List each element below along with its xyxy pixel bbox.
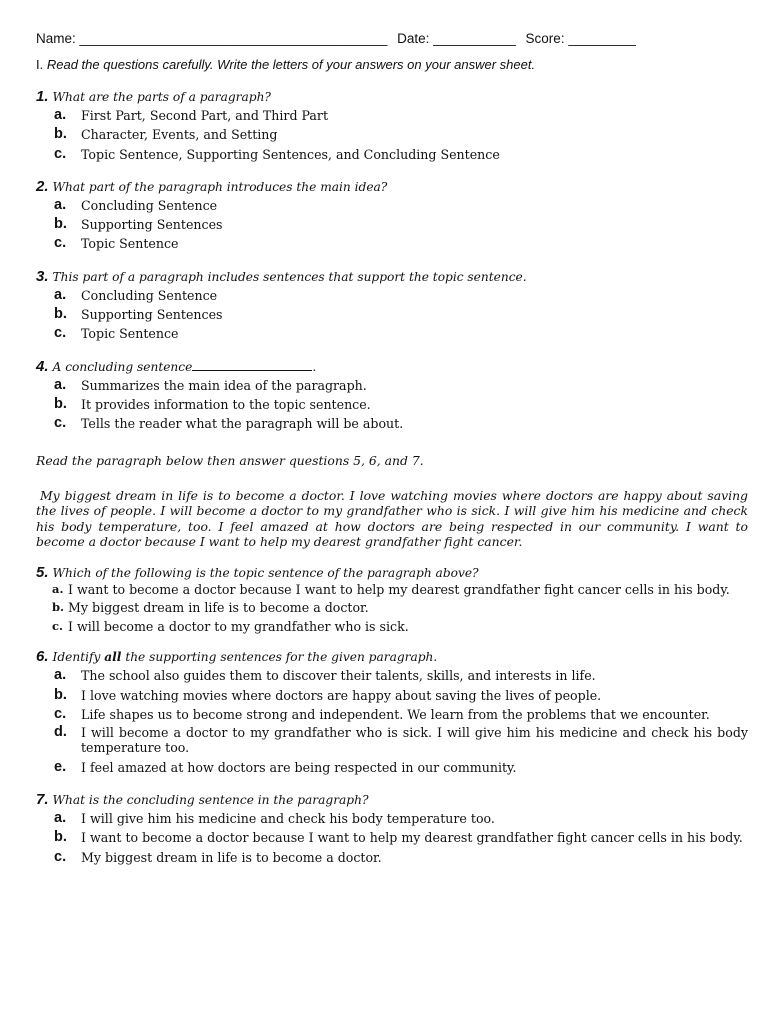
question-6 bbox=[36, 648, 748, 776]
worksheet bbox=[36, 30, 748, 867]
option-letter: a. bbox=[54, 107, 67, 123]
option-c bbox=[54, 145, 748, 164]
option-b bbox=[52, 600, 748, 616]
option-a bbox=[52, 582, 748, 598]
option-letter: c. bbox=[54, 706, 67, 723]
option-text: Life shapes us to become strong and independent. We learn from the problems that we encounter. bbox=[81, 707, 710, 723]
option-letter: a. bbox=[54, 809, 67, 826]
option-a bbox=[54, 106, 748, 125]
question-text: Identify bbox=[52, 650, 101, 665]
header bbox=[36, 30, 748, 48]
option-text: I love watching movies where doctors are happy about saving the lives of people. bbox=[81, 687, 602, 703]
option-text: I will give him his medicine and check his body temperature too. bbox=[81, 810, 495, 826]
question-prompt bbox=[36, 358, 748, 376]
question-text-end: the supporting sentences for the given paragraph. bbox=[125, 650, 438, 665]
option-text: Summarizes the main idea of the paragraph. bbox=[81, 377, 367, 393]
option-a bbox=[54, 666, 748, 685]
option-letter: b. bbox=[54, 395, 67, 412]
question-prompt bbox=[36, 791, 748, 809]
options bbox=[54, 376, 748, 434]
option-letter: b. bbox=[54, 686, 67, 703]
question-text: Which of the following is the topic sentence of the paragraph above? bbox=[52, 565, 479, 580]
option-letter: b. bbox=[54, 126, 67, 143]
option-text: Topic Sentence, Supporting Sentences, and Concluding Sentence bbox=[81, 146, 500, 162]
question-4 bbox=[36, 358, 748, 434]
reading-paragraph: My biggest dream in life is to become a doctor. I love watching movies where doctors are happy about saving the lives of people. I will become a doctor to my grandfather who is sick. I will give him his medicine and check his body temperature, too. I feel amazed at how doctors are being respected in our community. I want to become a doctor because I want to help my dearest grandfather fight cancer. bbox=[36, 487, 748, 550]
option-a bbox=[54, 196, 748, 215]
option-letter: a. bbox=[52, 581, 64, 596]
option-b bbox=[54, 215, 748, 234]
answer-blank bbox=[192, 358, 312, 371]
options bbox=[54, 196, 748, 254]
option-letter: e. bbox=[54, 758, 67, 775]
option-b bbox=[54, 686, 748, 705]
options bbox=[54, 666, 748, 776]
option-text: Supporting Sentences bbox=[81, 217, 223, 233]
question-number: 7. bbox=[36, 790, 49, 808]
option-c bbox=[54, 324, 748, 343]
option-text: I will become a doctor to my grandfather who is sick. bbox=[68, 618, 409, 634]
date-label: Date: bbox=[397, 31, 430, 46]
question-text: A concluding sentence bbox=[52, 359, 193, 374]
option-letter: c. bbox=[52, 618, 64, 633]
question-number: 2. bbox=[36, 177, 49, 195]
option-text: Character, Events, and Setting bbox=[81, 127, 278, 143]
question-5 bbox=[36, 564, 748, 635]
option-c bbox=[52, 619, 748, 635]
question-number: 1. bbox=[36, 88, 49, 105]
option-letter: c. bbox=[54, 145, 67, 162]
option-text: The school also guides them to discover their talents, skills, and interests in life. bbox=[81, 668, 596, 684]
score-label: Score: bbox=[525, 31, 565, 46]
option-c bbox=[54, 848, 748, 867]
instruction-text: Read the questions carefully. Write the letters of your answers on your answer sheet. bbox=[46, 57, 536, 72]
question-text: This part of a paragraph includes sentences that support the topic sentence. bbox=[52, 269, 527, 284]
options bbox=[54, 106, 748, 164]
option-letter: c. bbox=[54, 325, 67, 342]
option-text: I feel amazed at how doctors are being respected in our community. bbox=[81, 759, 517, 775]
option-letter: d. bbox=[54, 723, 67, 740]
option-letter: b. bbox=[54, 216, 67, 233]
name-blank: _________________________________________ bbox=[79, 31, 388, 46]
option-letter: a. bbox=[54, 376, 67, 393]
option-text: Tells the reader what the paragraph will be about. bbox=[81, 416, 404, 432]
option-a bbox=[54, 376, 748, 395]
option-b bbox=[54, 305, 748, 324]
options bbox=[54, 286, 748, 344]
question-number: 6. bbox=[36, 648, 49, 666]
question-2 bbox=[36, 178, 748, 254]
question-3 bbox=[36, 268, 748, 344]
option-b bbox=[54, 830, 748, 846]
instruction-number: I. bbox=[36, 57, 44, 72]
question-prompt bbox=[36, 268, 748, 286]
option-text: Topic Sentence bbox=[81, 326, 179, 342]
question-7 bbox=[36, 791, 748, 867]
question-prompt bbox=[36, 178, 748, 196]
option-text: Topic Sentence bbox=[81, 236, 179, 252]
option-text: I want to become a doctor because I want to help my dearest grandfather fight cancer cells in his body. bbox=[68, 581, 730, 597]
option-letter: b. bbox=[54, 829, 67, 846]
option-text: Concluding Sentence bbox=[81, 287, 218, 303]
question-text: What is the concluding sentence in the paragraph? bbox=[52, 792, 369, 807]
question-prompt bbox=[36, 564, 748, 582]
option-letter: c. bbox=[54, 848, 67, 865]
option-letter: a. bbox=[54, 286, 67, 303]
option-letter: c. bbox=[54, 415, 67, 432]
option-e bbox=[54, 758, 748, 777]
option-d bbox=[54, 725, 748, 756]
question-prompt bbox=[36, 88, 748, 106]
option-c bbox=[54, 234, 748, 253]
option-b bbox=[54, 125, 748, 144]
question-number: 3. bbox=[36, 267, 49, 285]
question-number: 4. bbox=[36, 357, 49, 375]
option-letter: c. bbox=[54, 235, 67, 252]
options bbox=[54, 809, 748, 867]
option-letter: b. bbox=[54, 306, 67, 323]
question-number: 5. bbox=[36, 563, 49, 581]
option-text: It provides information to the topic sentence. bbox=[81, 396, 371, 412]
name-label: Name: bbox=[36, 31, 76, 46]
options bbox=[52, 582, 748, 635]
option-text: I will become a doctor to my grandfather who is sick. I will give him his medicine and check his body temperature too. bbox=[81, 724, 748, 756]
option-text: Concluding Sentence bbox=[81, 197, 218, 213]
option-text: I want to become a doctor because I want to help my dearest grandfather fight cancer cells in his body. bbox=[81, 830, 743, 846]
option-letter: a. bbox=[54, 667, 67, 684]
question-text-end: . bbox=[312, 359, 317, 374]
instruction bbox=[36, 56, 748, 74]
option-a bbox=[54, 809, 748, 828]
score-blank: _________ bbox=[568, 31, 636, 46]
option-text: My biggest dream in life is to become a doctor. bbox=[81, 849, 382, 865]
option-c bbox=[54, 414, 748, 433]
question-1 bbox=[36, 88, 748, 164]
option-a bbox=[54, 286, 748, 305]
option-text: Supporting Sentences bbox=[81, 307, 223, 323]
question-emphasis: all bbox=[104, 650, 122, 665]
option-b bbox=[54, 395, 748, 414]
option-letter: b. bbox=[52, 600, 65, 615]
option-text: First Part, Second Part, and Third Part bbox=[81, 108, 329, 123]
question-text: What are the parts of a paragraph? bbox=[52, 90, 271, 104]
reading-instruction: Read the paragraph below then answer questions 5, 6, and 7. bbox=[36, 452, 424, 468]
option-c bbox=[54, 707, 748, 723]
option-letter: a. bbox=[54, 196, 67, 213]
option-text: My biggest dream in life is to become a doctor. bbox=[68, 600, 369, 616]
question-prompt bbox=[36, 648, 748, 666]
question-text: What part of the paragraph introduces the main idea? bbox=[52, 179, 388, 194]
date-blank: ___________ bbox=[433, 31, 516, 46]
